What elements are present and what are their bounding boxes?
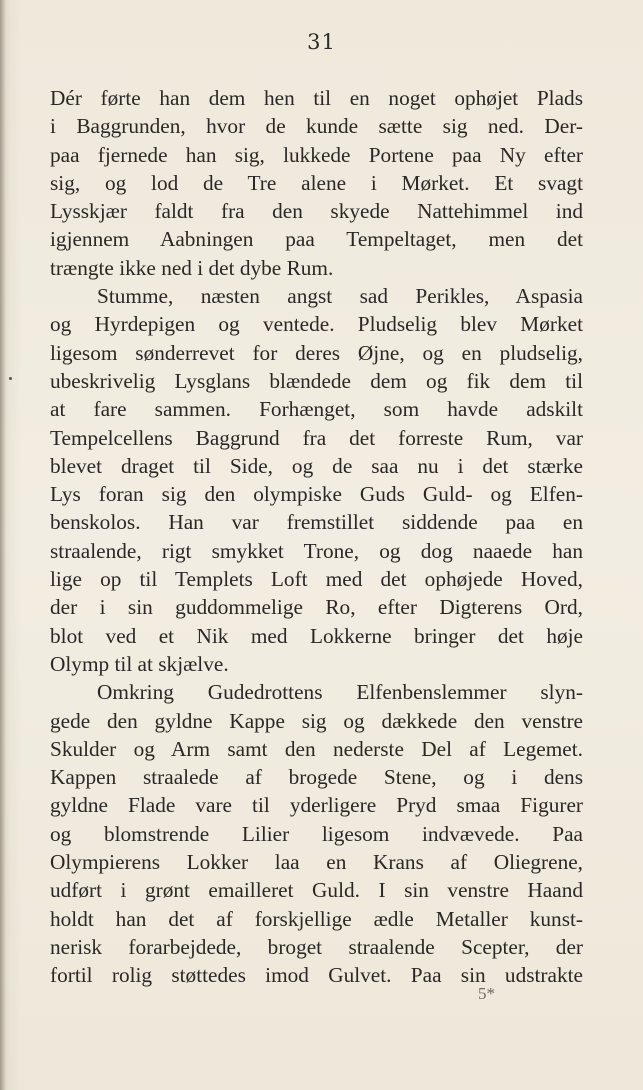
text-line: benskolos. Han var fremstillet siddende paa en <box>50 510 583 535</box>
text-line: Olymp til at skjælve. <box>50 651 229 676</box>
text-line: gyldne Flade vare til yderligere Pryd smaa Figurer <box>50 793 583 818</box>
text-line: ligesom sønderrevet for deres Øjne, og en pludselig, <box>50 340 583 365</box>
text-line: Kappen straalede af brogede Stene, og i dens <box>50 765 583 790</box>
text-line: og Hyrdepigen og ventede. Pludselig blev Mørket <box>50 312 583 337</box>
text-line: Lysskjær faldt fra den skyede Nattehimmel ind <box>50 199 583 224</box>
body-text <box>50 84 583 990</box>
text-line: Tempelcellens Baggrund fra det forreste Rum, var <box>50 425 583 450</box>
text-line: Lys foran sig den olympiske Guds Guld- og Elfen- <box>50 482 583 507</box>
text-line: der i sin guddommelige Ro, efter Digterens Ord, <box>50 595 583 620</box>
text-line: lige op til Templets Loft med det ophøjede Hoved, <box>50 567 583 592</box>
text-line: gede den gyldne Kappe sig og dækkede den venstre <box>50 708 583 733</box>
text-line: ubeskrivelig Lysglans blændede dem og fik dem til <box>50 368 583 393</box>
text-line: fortil rolig støttedes imod Gulvet. Paa sin udstrakte <box>50 963 583 988</box>
text-line: blot ved et Nik med Lokkerne bringer det høje <box>50 623 583 648</box>
text-line: at fare sammen. Forhænget, som havde adskilt <box>50 397 583 422</box>
text-line: udført i grønt emailleret Guld. I sin venstre Haand <box>50 878 583 903</box>
text-line: Olympierens Lokker laa en Krans af Oliegrene, <box>50 850 583 875</box>
text-line: straalende, rigt smykket Trone, og dog naaede han <box>50 538 583 563</box>
text-line: i Baggrunden, hvor de kunde sætte sig ned. Der- <box>50 114 583 139</box>
text-line: Dér førte han dem hen til en noget ophøjet Plads <box>50 86 583 110</box>
text-line: Stumme, næsten angst sad Perikles, Aspasia <box>97 284 583 309</box>
text-line: igjennem Aabningen paa Tempeltaget, men det <box>50 227 583 252</box>
text-line: holdt han det af forskjellige ædle Metaller kunst- <box>50 906 583 931</box>
text-line: blevet draget til Side, og de saa nu i det stærke <box>50 453 583 478</box>
margin-speck <box>9 377 12 380</box>
text-line: og blomstrende Lilier ligesom indvævede. Paa <box>50 821 583 846</box>
page-binding-shadow <box>0 0 6 1090</box>
page-number: 31 <box>307 30 336 54</box>
text-line: trængte ikke ned i det dybe Rum. <box>50 255 334 280</box>
printer-signature-mark: 5* <box>478 984 495 1003</box>
text-line: paa fjernede han sig, lukkede Portene paa Ny efter <box>50 142 583 167</box>
text-line: nerisk forarbejdede, broget straalende Scepter, der <box>50 934 583 959</box>
text-line: Skulder og Arm samt den nederste Del af Legemet. <box>50 736 583 761</box>
text-line: sig, og lod de Tre alene i Mørket. Et svagt <box>50 170 583 195</box>
text-line: Omkring Gudedrottens Elfenbenslemmer slyn- <box>97 680 583 705</box>
